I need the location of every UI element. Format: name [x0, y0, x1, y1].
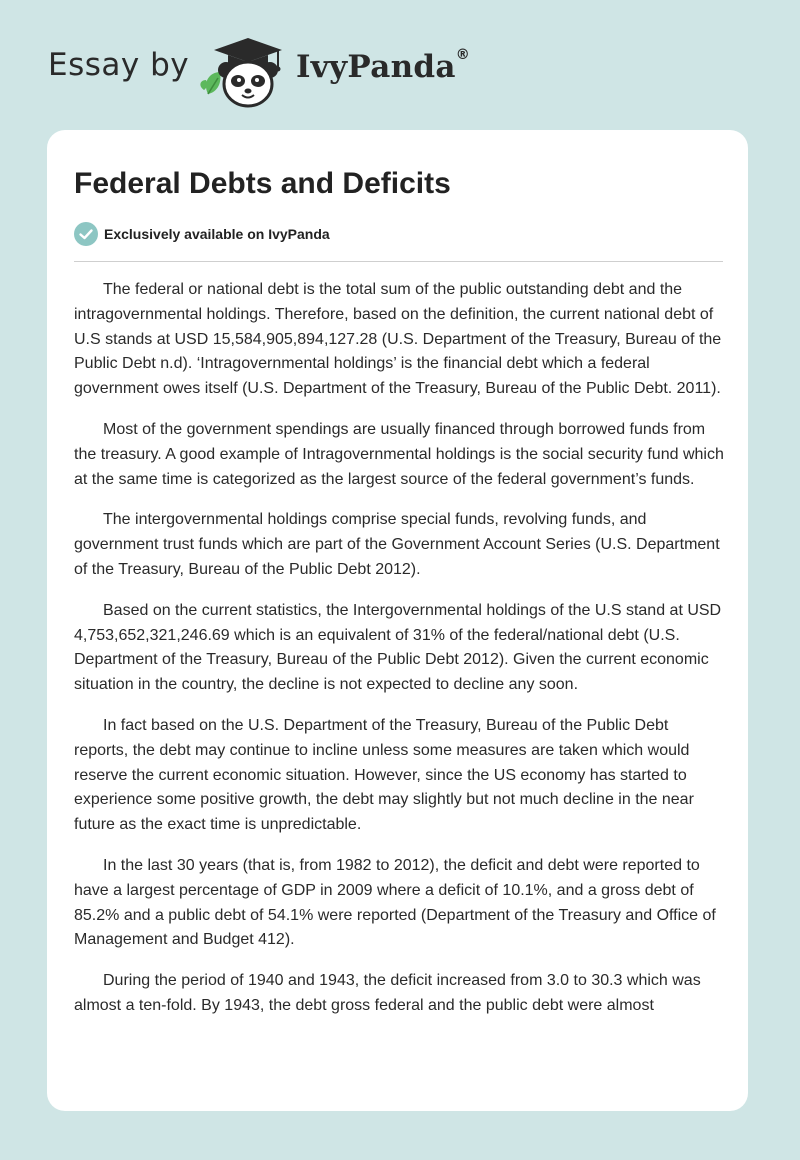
- registered-mark: ®: [455, 47, 471, 63]
- article-body: [74, 278, 726, 1035]
- divider: [74, 261, 723, 262]
- panda-graduate-icon: [200, 36, 292, 110]
- paragraph: The federal or national debt is the total sum of the public outstanding debt and the intragovernmental holdings. Therefore, based on the definition, the current national debt of U.S stands at USD 15,584,905,894,127.28 (U.S. Department of the Treasury, Bureau of the Public Debt n.d). ‘Intragovernmental holdings’ is the financial debt which a federal government owes itself (U.S. Department of the Treasury, Bureau of the Public Debt. 2011).: [74, 281, 722, 398]
- page-title: Federal Debts and Deficits: [74, 167, 451, 200]
- essay-card: [47, 130, 748, 1111]
- essay-by-label: Essay by: [48, 47, 190, 83]
- brand-name[interactable]: [296, 47, 471, 85]
- paragraph: In fact based on the U.S. Department of the Treasury, Bureau of the Public Debt reports, the debt may continue to incline unless some measures are taken which would reserve the current economic situation. However, since the US economy has started to experience some positive growth, the debt may slightly but not much decline in the near future as the exact time is unpredictable.: [74, 716, 694, 834]
- paragraph: During the period of 1940 and 1943, the deficit increased from 3.0 to 30.3 which was almost a ten-fold. By 1943, the debt gross federal and the public debt were almost: [74, 972, 701, 1014]
- brand-label: IvyPanda: [296, 49, 456, 85]
- site-header: [0, 0, 800, 130]
- paragraph: The intergovernmental holdings comprise special funds, revolving funds, and government trust funds which are part of the Government Account Series (U.S. Department of the Treasury, Bureau of the Public Debt 2012).: [74, 511, 720, 578]
- paragraph: In the last 30 years (that is, from 1982 to 2012), the deficit and debt were reported to have a largest percentage of GDP in 2009 where a deficit of 10.1%, and a gross debt of 85.2% and a public debt of 54.1% were reported (Department of the Treasury and Office of Management and Budget 412).: [74, 856, 716, 949]
- paragraph: Most of the government spendings are usually financed through borrowed funds from the treasury. A good example of Intragovernmental holdings is the social security fund which at the same time is categorized as the largest source of the federal government’s funds.: [74, 420, 724, 488]
- check-circle-icon: [74, 222, 98, 246]
- paragraph: Based on the current statistics, the Intergovernmental holdings of the U.S stand at USD 4,753,652,321,246.69 which is an equivalent of 31% of the federal/national debt (U.S. Department of the Treasury, Bureau of the Public Debt 2012). Given the current economic situation in the country, the decline is not expected to decline any soon.: [74, 601, 722, 694]
- exclusive-badge-label: Exclusively available on IvyPanda: [104, 226, 330, 242]
- exclusive-badge: [74, 222, 330, 246]
